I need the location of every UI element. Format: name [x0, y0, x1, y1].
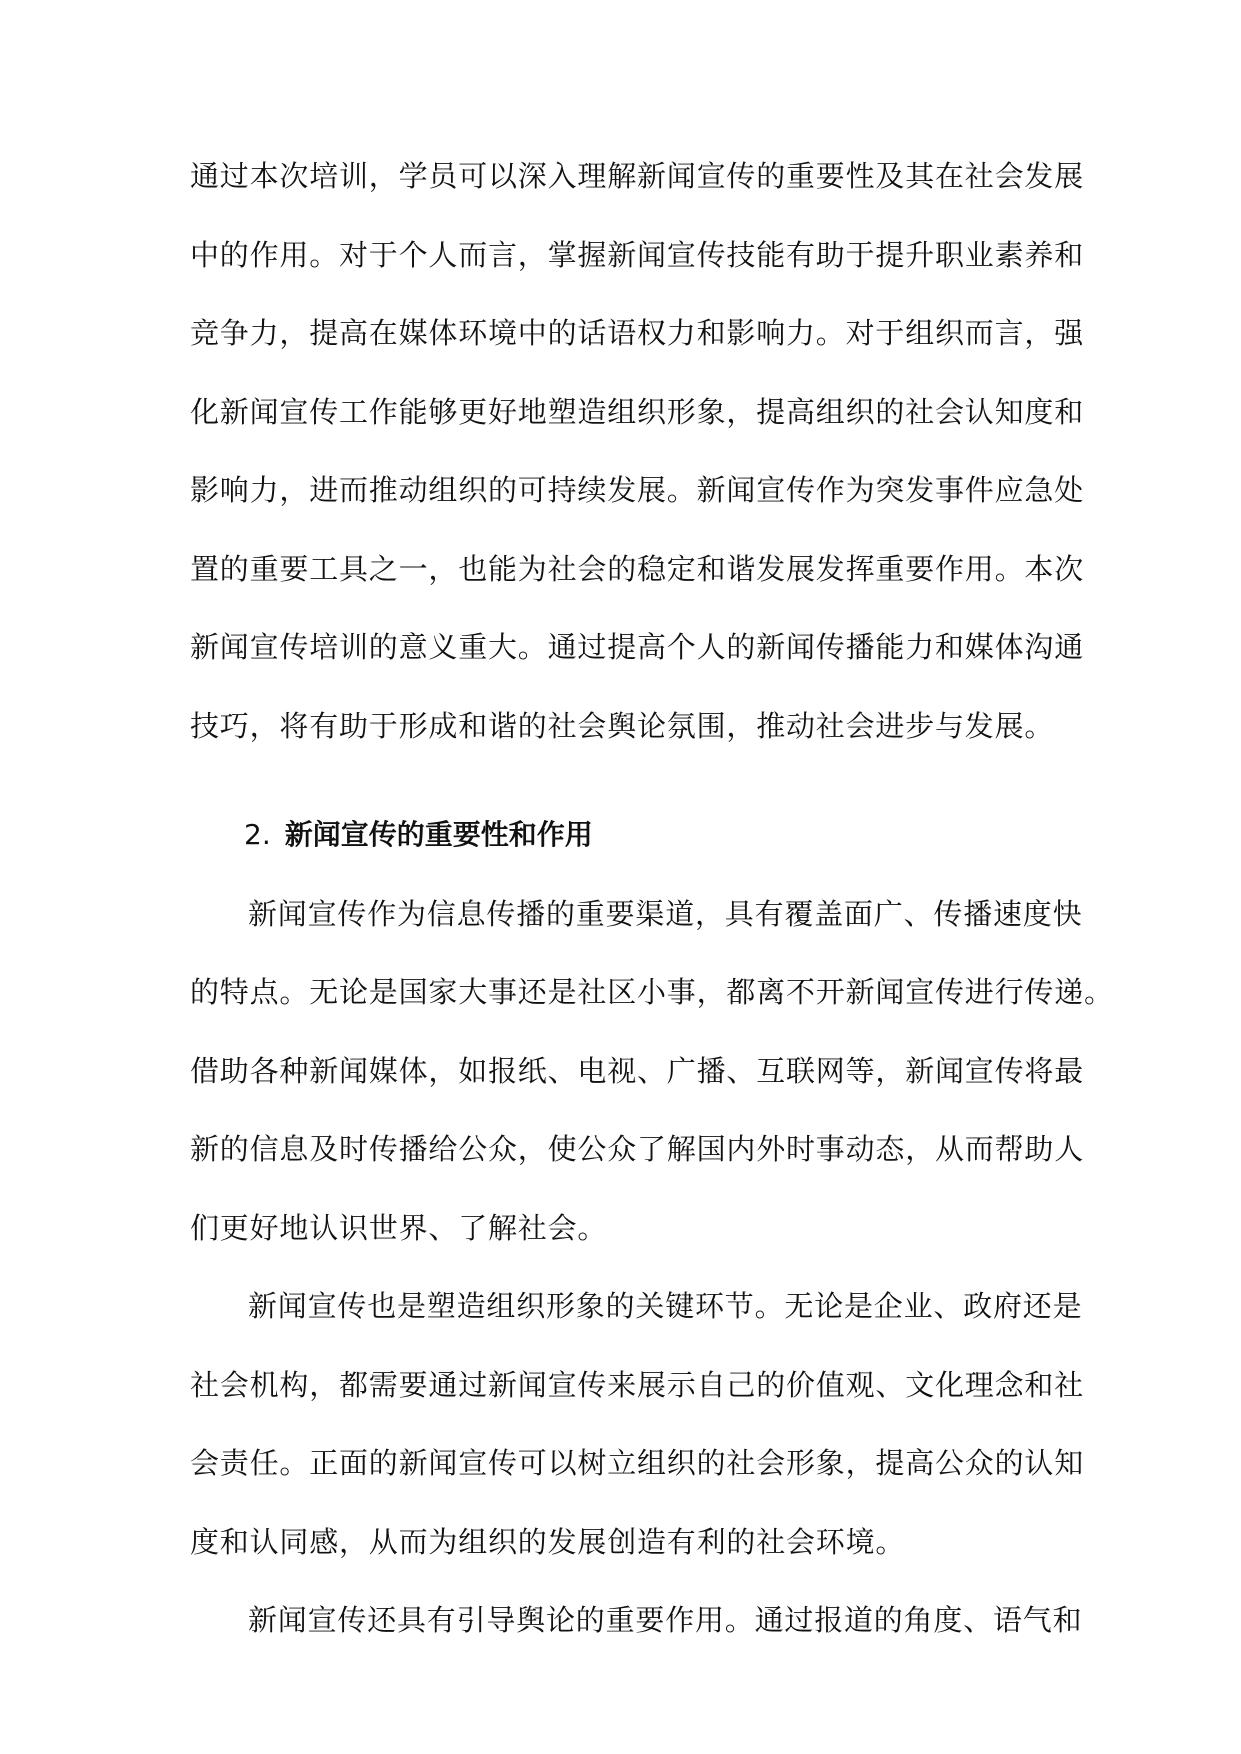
document-page [190, 137, 1114, 1660]
paragraph-line: 度和认同感，从而为组织的发展创造有利的社会环境。 [190, 1524, 906, 1559]
section-title: 新闻宣传的重要性和作用 [284, 818, 593, 851]
paragraph-line: 中的作用。对于个人而言，掌握新闻宣传技能有助于提升职业素养和 [190, 237, 1085, 272]
section-heading [190, 796, 1052, 875]
paragraph-line: 的特点。无论是国家大事还是社区小事，都离不开新闻宣传进行传递。 [190, 975, 1114, 1009]
paragraph-line: 新闻宣传也是塑造组织形象的关键环节。无论是企业、政府还是 [248, 1289, 1083, 1323]
paragraph-information-channel [190, 875, 1114, 1268]
paragraph-line: 们更好地认识世界、了解社会。 [190, 1210, 608, 1245]
paragraph-line: 通过本次培训，学员可以深入理解新闻宣传的重要性及其在社会发展 [190, 159, 1085, 193]
paragraph-line: 新闻宣传作为信息传播的重要渠道，具有覆盖面广、传播速度快 [248, 896, 1083, 931]
paragraph-line: 竞争力，提高在媒体环境中的话语权力和影响力。对于组织而言，强 [190, 316, 1085, 350]
paragraph-opinion-guidance [190, 1581, 1083, 1660]
paragraph-line: 技巧，将有助于形成和谐的社会舆论氛围，推动社会进步与发展。 [190, 708, 1055, 743]
paragraph-line: 借助各种新闻媒体，如报纸、电视、广播、互联网等，新闻宣传将最 [190, 1053, 1085, 1088]
section-number: 2. [244, 818, 271, 851]
paragraph-line: 新的信息及时传播给公众，使公众了解国内外时事动态，从而帮助人 [190, 1132, 1085, 1166]
paragraph-line: 置的重要工具之一，也能为社会的稳定和谐发展发挥重要作用。本次 [190, 551, 1085, 586]
paragraph-training-significance [190, 137, 1085, 765]
paragraph-line: 影响力，进而推动组织的可持续发展。新闻宣传作为突发事件应急处 [190, 473, 1085, 507]
paragraph-organization-image [190, 1267, 1085, 1581]
paragraph-line: 化新闻宣传工作能够更好地塑造组织形象，提高组织的社会认知度和 [190, 394, 1085, 429]
paragraph-line: 社会机构，都需要通过新闻宣传来展示自己的价值观、文化理念和社 [190, 1367, 1085, 1402]
paragraph-line: 新闻宣传培训的意义重大。通过提高个人的新闻传播能力和媒体沟通 [190, 630, 1085, 664]
paragraph-line: 会责任。正面的新闻宣传可以树立组织的社会形象，提高公众的认知 [190, 1446, 1085, 1480]
paragraph-line: 新闻宣传还具有引导舆论的重要作用。通过报道的角度、语气和 [248, 1603, 1083, 1637]
